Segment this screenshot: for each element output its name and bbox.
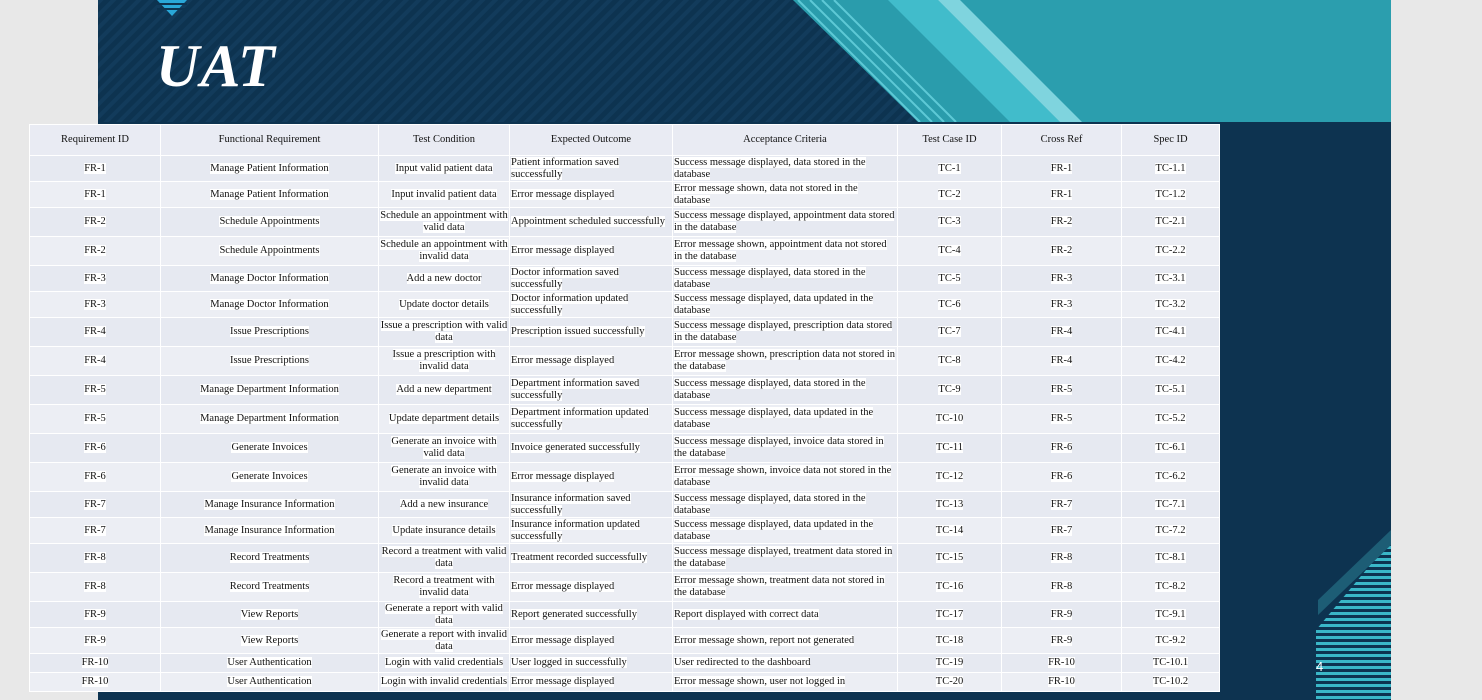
cell-acceptance-criteria: Success message displayed, appointment data stored in the database <box>673 208 898 237</box>
cell-spec-id: TC-5.2 <box>1122 405 1220 434</box>
cell-cross-ref: FR-3 <box>1002 266 1122 292</box>
cell-test-condition: Input valid patient data <box>379 156 510 182</box>
cell-spec-id: TC-3.2 <box>1122 292 1220 318</box>
cell-requirement-id: FR-4 <box>30 318 161 347</box>
cell-test-case-id: TC-4 <box>898 237 1002 266</box>
cell-cross-ref: FR-6 <box>1002 434 1122 463</box>
cell-functional-requirement: User Authentication <box>161 673 379 692</box>
cell-acceptance-criteria: Success message displayed, prescription data stored in the database <box>673 318 898 347</box>
cell-acceptance-criteria: Report displayed with correct data <box>673 602 898 628</box>
cell-functional-requirement: View Reports <box>161 602 379 628</box>
cell-test-condition: Generate a report with invalid data <box>379 628 510 654</box>
cell-cross-ref: FR-1 <box>1002 182 1122 208</box>
cell-expected-outcome: Insurance information saved successfully <box>510 492 673 518</box>
cell-requirement-id: FR-8 <box>30 544 161 573</box>
cell-expected-outcome: Insurance information updated successfully <box>510 518 673 544</box>
cell-requirement-id: FR-7 <box>30 492 161 518</box>
cell-spec-id: TC-5.1 <box>1122 376 1220 405</box>
cell-cross-ref: FR-9 <box>1002 602 1122 628</box>
cell-expected-outcome: Prescription issued successfully <box>510 318 673 347</box>
header-acceptance-criteria: Acceptance Criteria <box>673 125 898 156</box>
cell-acceptance-criteria: Success message displayed, data stored in the database <box>673 376 898 405</box>
cell-test-condition: Record a treatment with valid data <box>379 544 510 573</box>
cell-requirement-id: FR-8 <box>30 573 161 602</box>
cell-cross-ref: FR-10 <box>1002 673 1122 692</box>
cell-functional-requirement: Manage Department Information <box>161 376 379 405</box>
cell-requirement-id: FR-3 <box>30 266 161 292</box>
cell-requirement-id: FR-2 <box>30 208 161 237</box>
cell-test-condition: Input invalid patient data <box>379 182 510 208</box>
table-row <box>30 237 1220 266</box>
table-row <box>30 208 1220 237</box>
cell-cross-ref: FR-3 <box>1002 292 1122 318</box>
cell-acceptance-criteria: Success message displayed, data stored in the database <box>673 266 898 292</box>
cell-cross-ref: FR-10 <box>1002 654 1122 673</box>
cell-test-condition: Add a new department <box>379 376 510 405</box>
cell-expected-outcome: User logged in successfully <box>510 654 673 673</box>
cell-test-case-id: TC-5 <box>898 266 1002 292</box>
cell-functional-requirement: Generate Invoices <box>161 463 379 492</box>
cell-acceptance-criteria: Error message shown, report not generated <box>673 628 898 654</box>
cell-expected-outcome: Error message displayed <box>510 628 673 654</box>
cell-cross-ref: FR-4 <box>1002 347 1122 376</box>
cell-spec-id: TC-9.1 <box>1122 602 1220 628</box>
cell-spec-id: TC-7.2 <box>1122 518 1220 544</box>
cell-spec-id: TC-6.2 <box>1122 463 1220 492</box>
cell-test-condition: Add a new doctor <box>379 266 510 292</box>
table-row <box>30 573 1220 602</box>
cell-expected-outcome: Error message displayed <box>510 463 673 492</box>
cell-functional-requirement: Manage Doctor Information <box>161 292 379 318</box>
header-test-condition: Test Condition <box>379 125 510 156</box>
cell-acceptance-criteria: Success message displayed, invoice data stored in the database <box>673 434 898 463</box>
cell-requirement-id: FR-10 <box>30 673 161 692</box>
cell-test-case-id: TC-13 <box>898 492 1002 518</box>
cell-functional-requirement: View Reports <box>161 628 379 654</box>
cell-test-case-id: TC-14 <box>898 518 1002 544</box>
cell-test-case-id: TC-6 <box>898 292 1002 318</box>
cell-cross-ref: FR-4 <box>1002 318 1122 347</box>
cell-expected-outcome: Error message displayed <box>510 237 673 266</box>
corner-chevron-icon <box>157 0 187 18</box>
cell-expected-outcome: Treatment recorded successfully <box>510 544 673 573</box>
cell-test-case-id: TC-18 <box>898 628 1002 654</box>
table-row <box>30 182 1220 208</box>
table-row <box>30 673 1220 692</box>
cell-test-condition: Generate an invoice with invalid data <box>379 463 510 492</box>
cell-functional-requirement: Issue Prescriptions <box>161 318 379 347</box>
cell-cross-ref: FR-7 <box>1002 518 1122 544</box>
table-body <box>30 156 1220 692</box>
cell-expected-outcome: Department information updated successfully <box>510 405 673 434</box>
cell-functional-requirement: Issue Prescriptions <box>161 347 379 376</box>
cell-functional-requirement: Manage Insurance Information <box>161 492 379 518</box>
cell-requirement-id: FR-2 <box>30 237 161 266</box>
cell-functional-requirement: Manage Patient Information <box>161 156 379 182</box>
cell-spec-id: TC-4.2 <box>1122 347 1220 376</box>
cell-acceptance-criteria: Error message shown, invoice data not stored in the database <box>673 463 898 492</box>
cell-requirement-id: FR-9 <box>30 628 161 654</box>
cell-expected-outcome: Error message displayed <box>510 347 673 376</box>
cell-expected-outcome: Error message displayed <box>510 673 673 692</box>
header-spec-id: Spec ID <box>1122 125 1220 156</box>
cell-acceptance-criteria: Success message displayed, data updated in the database <box>673 292 898 318</box>
cell-test-case-id: TC-20 <box>898 673 1002 692</box>
table-row <box>30 602 1220 628</box>
table-header-row <box>30 125 1220 156</box>
cell-spec-id: TC-4.1 <box>1122 318 1220 347</box>
cell-acceptance-criteria: Error message shown, data not stored in the database <box>673 182 898 208</box>
cell-expected-outcome: Doctor information saved successfully <box>510 266 673 292</box>
table-row <box>30 292 1220 318</box>
cell-test-case-id: TC-16 <box>898 573 1002 602</box>
cell-test-condition: Update insurance details <box>379 518 510 544</box>
cell-test-condition: Schedule an appointment with valid data <box>379 208 510 237</box>
cell-acceptance-criteria: Error message shown, user not logged in <box>673 673 898 692</box>
cell-spec-id: TC-8.2 <box>1122 573 1220 602</box>
table-row <box>30 405 1220 434</box>
cell-acceptance-criteria: Success message displayed, data stored in the database <box>673 492 898 518</box>
cell-test-case-id: TC-12 <box>898 463 1002 492</box>
cell-functional-requirement: Manage Patient Information <box>161 182 379 208</box>
cell-requirement-id: FR-10 <box>30 654 161 673</box>
cell-requirement-id: FR-1 <box>30 182 161 208</box>
cell-expected-outcome: Patient information saved successfully <box>510 156 673 182</box>
table-row <box>30 518 1220 544</box>
cell-cross-ref: FR-8 <box>1002 544 1122 573</box>
cell-test-condition: Issue a prescription with valid data <box>379 318 510 347</box>
cell-test-case-id: TC-9 <box>898 376 1002 405</box>
cell-spec-id: TC-6.1 <box>1122 434 1220 463</box>
cell-expected-outcome: Error message displayed <box>510 182 673 208</box>
table-row <box>30 318 1220 347</box>
cell-functional-requirement: User Authentication <box>161 654 379 673</box>
header-cross-ref: Cross Ref <box>1002 125 1122 156</box>
cell-cross-ref: FR-8 <box>1002 573 1122 602</box>
cell-spec-id: TC-7.1 <box>1122 492 1220 518</box>
cell-acceptance-criteria: Error message shown, treatment data not stored in the database <box>673 573 898 602</box>
slide-title: UAT <box>156 33 276 99</box>
header-functional-requirement: Functional Requirement <box>161 125 379 156</box>
cell-requirement-id: FR-1 <box>30 156 161 182</box>
header-test-case-id: Test Case ID <box>898 125 1002 156</box>
cell-expected-outcome: Doctor information updated successfully <box>510 292 673 318</box>
table-row <box>30 544 1220 573</box>
cell-test-case-id: TC-10 <box>898 405 1002 434</box>
cell-functional-requirement: Generate Invoices <box>161 434 379 463</box>
cell-expected-outcome: Appointment scheduled successfully <box>510 208 673 237</box>
cell-test-condition: Login with invalid credentials <box>379 673 510 692</box>
cell-test-case-id: TC-8 <box>898 347 1002 376</box>
cell-test-condition: Generate a report with valid data <box>379 602 510 628</box>
cell-test-condition: Update department details <box>379 405 510 434</box>
cell-test-case-id: TC-17 <box>898 602 1002 628</box>
cell-test-condition: Record a treatment with invalid data <box>379 573 510 602</box>
cell-cross-ref: FR-2 <box>1002 237 1122 266</box>
slide-number: 4 <box>1316 659 1324 674</box>
cell-requirement-id: FR-6 <box>30 463 161 492</box>
cell-cross-ref: FR-9 <box>1002 628 1122 654</box>
cell-functional-requirement: Record Treatments <box>161 544 379 573</box>
cell-requirement-id: FR-4 <box>30 347 161 376</box>
cell-spec-id: TC-1.2 <box>1122 182 1220 208</box>
cell-functional-requirement: Schedule Appointments <box>161 237 379 266</box>
cell-test-case-id: TC-15 <box>898 544 1002 573</box>
table-row <box>30 492 1220 518</box>
cell-functional-requirement: Record Treatments <box>161 573 379 602</box>
cell-acceptance-criteria: Error message shown, appointment data not stored in the database <box>673 237 898 266</box>
cell-functional-requirement: Manage Department Information <box>161 405 379 434</box>
cell-spec-id: TC-9.2 <box>1122 628 1220 654</box>
cell-cross-ref: FR-1 <box>1002 156 1122 182</box>
cell-test-case-id: TC-1 <box>898 156 1002 182</box>
cell-test-case-id: TC-11 <box>898 434 1002 463</box>
cell-cross-ref: FR-5 <box>1002 405 1122 434</box>
cell-acceptance-criteria: Success message displayed, data updated in the database <box>673 405 898 434</box>
cell-acceptance-criteria: User redirected to the dashboard <box>673 654 898 673</box>
cell-test-case-id: TC-19 <box>898 654 1002 673</box>
header-expected-outcome: Expected Outcome <box>510 125 673 156</box>
cell-test-condition: Schedule an appointment with invalid data <box>379 237 510 266</box>
cell-spec-id: TC-2.1 <box>1122 208 1220 237</box>
cell-acceptance-criteria: Error message shown, prescription data not stored in the database <box>673 347 898 376</box>
cell-expected-outcome: Department information saved successfully <box>510 376 673 405</box>
cell-requirement-id: FR-7 <box>30 518 161 544</box>
cell-requirement-id: FR-5 <box>30 405 161 434</box>
cell-test-case-id: TC-7 <box>898 318 1002 347</box>
cell-test-condition: Update doctor details <box>379 292 510 318</box>
cell-expected-outcome: Invoice generated successfully <box>510 434 673 463</box>
cell-functional-requirement: Manage Doctor Information <box>161 266 379 292</box>
cell-requirement-id: FR-5 <box>30 376 161 405</box>
table-row <box>30 266 1220 292</box>
cell-functional-requirement: Manage Insurance Information <box>161 518 379 544</box>
cell-acceptance-criteria: Success message displayed, data updated in the database <box>673 518 898 544</box>
table-row <box>30 156 1220 182</box>
cell-test-condition: Generate an invoice with valid data <box>379 434 510 463</box>
cell-spec-id: TC-2.2 <box>1122 237 1220 266</box>
cell-functional-requirement: Schedule Appointments <box>161 208 379 237</box>
cell-spec-id: TC-8.1 <box>1122 544 1220 573</box>
table-row <box>30 434 1220 463</box>
cell-test-condition: Issue a prescription with invalid data <box>379 347 510 376</box>
cell-test-case-id: TC-3 <box>898 208 1002 237</box>
cell-acceptance-criteria: Success message displayed, data stored in the database <box>673 156 898 182</box>
table-row <box>30 376 1220 405</box>
cell-test-case-id: TC-2 <box>898 182 1002 208</box>
cell-spec-id: TC-10.2 <box>1122 673 1220 692</box>
uat-table <box>29 124 1220 692</box>
cell-requirement-id: FR-9 <box>30 602 161 628</box>
table-row <box>30 654 1220 673</box>
cell-spec-id: TC-1.1 <box>1122 156 1220 182</box>
header-requirement-id: Requirement ID <box>30 125 161 156</box>
cell-test-condition: Login with valid credentials <box>379 654 510 673</box>
table-row <box>30 463 1220 492</box>
table-row <box>30 347 1220 376</box>
cell-cross-ref: FR-2 <box>1002 208 1122 237</box>
cell-spec-id: TC-10.1 <box>1122 654 1220 673</box>
cell-cross-ref: FR-7 <box>1002 492 1122 518</box>
cell-test-condition: Add a new insurance <box>379 492 510 518</box>
cell-expected-outcome: Report generated successfully <box>510 602 673 628</box>
cell-requirement-id: FR-6 <box>30 434 161 463</box>
cell-cross-ref: FR-5 <box>1002 376 1122 405</box>
cell-acceptance-criteria: Success message displayed, treatment data stored in the database <box>673 544 898 573</box>
cell-cross-ref: FR-6 <box>1002 463 1122 492</box>
cell-requirement-id: FR-3 <box>30 292 161 318</box>
cell-expected-outcome: Error message displayed <box>510 573 673 602</box>
table-row <box>30 628 1220 654</box>
cell-spec-id: TC-3.1 <box>1122 266 1220 292</box>
